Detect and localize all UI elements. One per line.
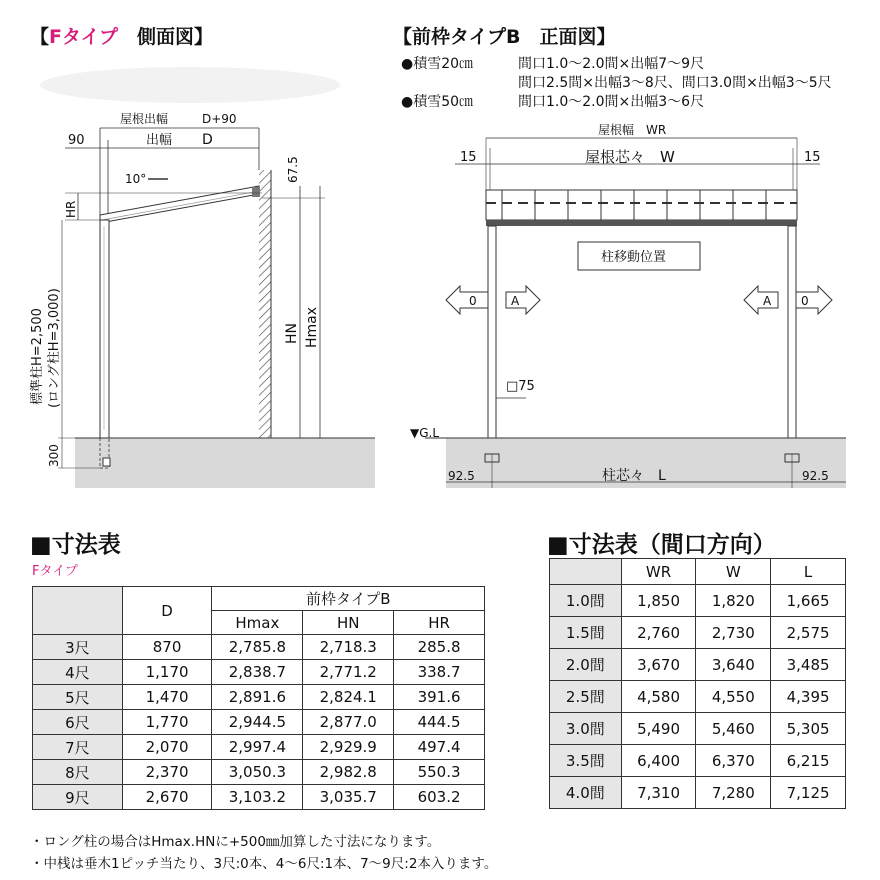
table-cell: 603.2 xyxy=(394,785,485,810)
post-center-label: 柱芯々 L xyxy=(602,468,666,484)
table-cell: 338.7 xyxy=(394,660,485,685)
post-size-label: □75 xyxy=(506,379,535,394)
table1-subtitle: Fタイプ xyxy=(32,564,78,579)
roof-width-label-front: 屋根幅 WR xyxy=(598,123,667,137)
table-cell: 7,310 xyxy=(621,777,696,809)
table2-title: ■寸法表（間口方向） xyxy=(547,532,776,558)
note-long-post: ・ロング柱の場合はHmax.HNに+500㎜加算した寸法になります。 xyxy=(30,834,441,850)
overhang-label: 出幅 xyxy=(146,133,173,148)
table-cell: 2,670 xyxy=(122,785,212,810)
table-cell: 3,485 xyxy=(771,649,846,681)
table-cell: 2,838.7 xyxy=(212,660,303,685)
table-cell: 2,891.6 xyxy=(212,685,303,710)
arrow-left-out xyxy=(446,286,488,314)
side-view-title xyxy=(30,22,213,49)
snow20-bullet: ●積雪20㎝ xyxy=(401,56,474,72)
post-long-label: (ロング柱H=3,000) xyxy=(47,288,62,408)
note-mid-bar: ・中桟は垂木1ピッチ当たり、3尺:0本、4～6尺:1本、7～9尺:2本入ります。 xyxy=(30,856,498,872)
table1-body xyxy=(33,635,485,810)
table2-col-w: W xyxy=(696,559,771,585)
post-base xyxy=(103,458,110,466)
table-cell: 1.5間 xyxy=(550,617,622,649)
table-cell: 2,982.8 xyxy=(303,760,394,785)
table-row xyxy=(550,649,846,681)
table-row xyxy=(550,681,846,713)
table-cell: 2,575 xyxy=(771,617,846,649)
table-cell: 4,550 xyxy=(696,681,771,713)
table-cell: 4,580 xyxy=(621,681,696,713)
table-cell: 391.6 xyxy=(394,685,485,710)
table-row xyxy=(550,585,846,617)
snow20-line2: 間口2.5間×出幅3～8尺、間口3.0間×出幅3～5尺 xyxy=(518,75,832,91)
move-label: 柱移動位置 xyxy=(601,250,667,265)
roof-width-label: 屋根出幅 xyxy=(120,112,169,126)
roof-inner xyxy=(102,191,259,220)
table-cell: 7,125 xyxy=(771,777,846,809)
table-cell: 2,730 xyxy=(696,617,771,649)
hr-label: HR xyxy=(64,200,78,218)
table-cell: 3,640 xyxy=(696,649,771,681)
table-cell: 2,771.2 xyxy=(303,660,394,685)
table-cell: 2,824.1 xyxy=(303,685,394,710)
table-row xyxy=(33,735,485,760)
table-row xyxy=(33,685,485,710)
table-cell: 6,215 xyxy=(771,745,846,777)
snow50-bullet: ●積雪50㎝ xyxy=(401,94,474,110)
table-cell: 5,460 xyxy=(696,713,771,745)
roof-width-value: D+90 xyxy=(202,112,237,126)
table-cell: 9尺 xyxy=(33,785,123,810)
front-roof xyxy=(486,190,797,220)
table-cell: 1,770 xyxy=(122,710,212,735)
table-row xyxy=(33,760,485,785)
front-post-left xyxy=(488,226,496,438)
dimension-table-f xyxy=(32,586,485,810)
edge-left: 15 xyxy=(460,150,477,165)
hmax-label: Hmax xyxy=(304,306,320,348)
table1-title: ■寸法表 xyxy=(30,532,121,558)
table-cell: 444.5 xyxy=(394,710,485,735)
dim-67-label: 67.5 xyxy=(286,156,300,183)
side-title-open: 【 xyxy=(30,26,50,48)
table-row xyxy=(550,745,846,777)
arrow-left-0: 0 xyxy=(469,294,477,308)
table-cell: 8尺 xyxy=(33,760,123,785)
table-cell: 4.0間 xyxy=(550,777,622,809)
table-row xyxy=(550,617,846,649)
front-view-title: 【前枠タイプB 正面図】 xyxy=(393,26,616,48)
dimension-table-width xyxy=(549,558,846,809)
arrow-right-in xyxy=(744,286,778,314)
table-cell: 3尺 xyxy=(33,635,123,660)
snow50-line1: 間口1.0～2.0間×出幅3～6尺 xyxy=(518,94,705,110)
ground xyxy=(75,438,375,488)
side-title-type: Fタイプ xyxy=(49,26,119,48)
table-cell: 3,103.2 xyxy=(212,785,303,810)
table-cell: 3.5間 xyxy=(550,745,622,777)
table-cell: 1,470 xyxy=(122,685,212,710)
table1-col-d: D xyxy=(122,587,212,635)
table-cell: 7,280 xyxy=(696,777,771,809)
table-row xyxy=(33,785,485,810)
table-cell: 2,718.3 xyxy=(303,635,394,660)
front-beam xyxy=(486,220,797,226)
table-cell: 2.0間 xyxy=(550,649,622,681)
post xyxy=(100,220,109,438)
table-cell: 6,400 xyxy=(621,745,696,777)
table2-col-l: L xyxy=(771,559,846,585)
front-view-drawing xyxy=(380,120,880,500)
table-cell: 2,997.4 xyxy=(212,735,303,760)
hn-label: HN xyxy=(284,323,300,344)
wall-bracket xyxy=(252,187,260,197)
foot-left: 92.5 xyxy=(448,469,475,483)
table-cell: 3,035.7 xyxy=(303,785,394,810)
arrow-right-a: A xyxy=(763,294,772,308)
post-std-label: 標準柱H=2,500 xyxy=(30,308,45,405)
table-row xyxy=(550,777,846,809)
edge-right: 15 xyxy=(804,150,821,165)
table1-col-hn: HN xyxy=(303,611,394,635)
snow20-line1: 間口1.0～2.0間×出幅7～9尺 xyxy=(518,56,705,72)
background-shade xyxy=(40,67,340,103)
table1-corner xyxy=(33,587,123,635)
table-cell: 4尺 xyxy=(33,660,123,685)
table-row xyxy=(550,713,846,745)
table-cell: 5,490 xyxy=(621,713,696,745)
table-cell: 1.0間 xyxy=(550,585,622,617)
table-cell: 6尺 xyxy=(33,710,123,735)
left-offset: 90 xyxy=(68,133,85,148)
side-view-drawing xyxy=(0,60,380,500)
table-cell: 2,944.5 xyxy=(212,710,303,735)
angle-label: 10° xyxy=(125,172,147,186)
table-cell: 7尺 xyxy=(33,735,123,760)
gl-label: ▼G.L xyxy=(410,426,440,440)
table-cell: 2,760 xyxy=(621,617,696,649)
roof-center-label: 屋根芯々 W xyxy=(585,148,675,166)
table-cell: 1,850 xyxy=(621,585,696,617)
table-cell: 5,305 xyxy=(771,713,846,745)
side-title-rest: 側面図】 xyxy=(118,26,214,48)
table-cell: 3,670 xyxy=(621,649,696,681)
table-cell: 3.0間 xyxy=(550,713,622,745)
table-cell: 2,370 xyxy=(122,760,212,785)
table-row xyxy=(33,710,485,735)
overhang-value: D xyxy=(202,132,213,148)
table-cell: 2,929.9 xyxy=(303,735,394,760)
roof-beam xyxy=(100,186,259,223)
table2-body xyxy=(550,585,846,809)
table-cell: 2,877.0 xyxy=(303,710,394,735)
table-row xyxy=(33,635,485,660)
table-cell: 1,820 xyxy=(696,585,771,617)
table-cell: 2,785.8 xyxy=(212,635,303,660)
table-cell: 1,665 xyxy=(771,585,846,617)
table-cell: 4,395 xyxy=(771,681,846,713)
depth-label: 300 xyxy=(47,444,61,467)
table2-corner xyxy=(550,559,622,585)
table1-group: 前枠タイプB xyxy=(212,587,485,611)
table1-col-hmax: Hmax xyxy=(212,611,303,635)
table-cell: 1,170 xyxy=(122,660,212,685)
front-post-right xyxy=(788,226,796,438)
table-cell: 2,070 xyxy=(122,735,212,760)
table-cell: 3,050.3 xyxy=(212,760,303,785)
table-row xyxy=(33,660,485,685)
table-cell: 5尺 xyxy=(33,685,123,710)
table-cell: 870 xyxy=(122,635,212,660)
table2-col-wr: WR xyxy=(621,559,696,585)
arrow-left-a: A xyxy=(511,294,520,308)
table-cell: 497.4 xyxy=(394,735,485,760)
wall-hatch xyxy=(259,170,271,438)
foot-right: 92.5 xyxy=(802,469,829,483)
table-cell: 550.3 xyxy=(394,760,485,785)
arrow-right-0: 0 xyxy=(801,294,809,308)
table-cell: 2.5間 xyxy=(550,681,622,713)
table-cell: 285.8 xyxy=(394,635,485,660)
table1-col-hr: HR xyxy=(394,611,485,635)
table-cell: 6,370 xyxy=(696,745,771,777)
